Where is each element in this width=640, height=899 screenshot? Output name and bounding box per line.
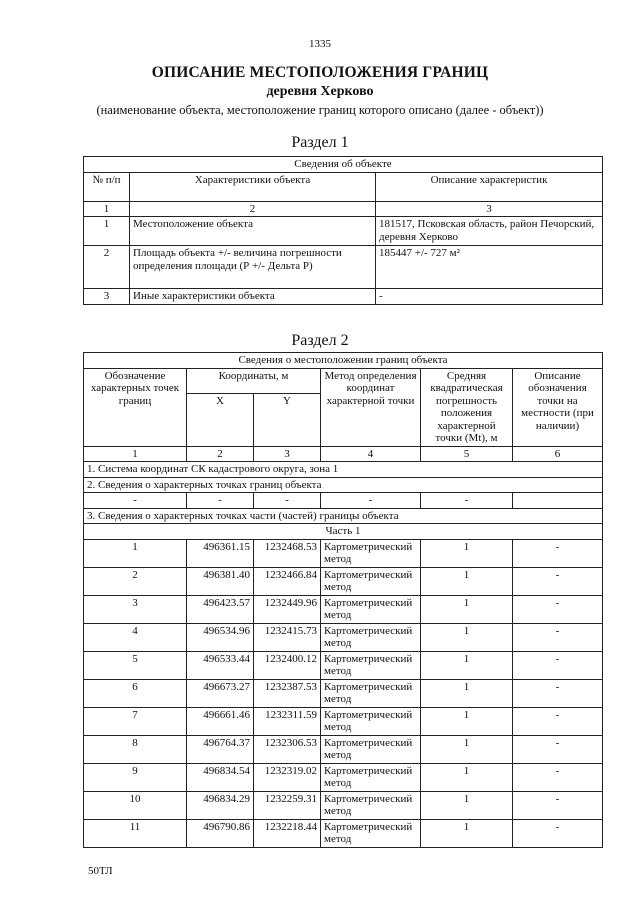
characteristic-value: -	[376, 289, 603, 305]
table-row	[84, 819, 603, 847]
point-description: -	[513, 539, 603, 567]
col-number: 3	[376, 201, 603, 217]
coord-x: 496533.44	[187, 651, 254, 679]
coord-y: 1232259.31	[254, 791, 321, 819]
accuracy-value: 1	[421, 819, 513, 847]
coord-x: 496423.57	[187, 595, 254, 623]
point-number: 6	[84, 679, 187, 707]
coordinate-system-line: 1. Система координат СК кадастрового округа, зона 1	[84, 462, 603, 478]
point-description: -	[513, 679, 603, 707]
empty-cell: -	[187, 493, 254, 509]
header-coordinates: Координаты, м	[187, 368, 321, 393]
empty-cell	[513, 493, 603, 509]
parts-section-line: 3. Сведения о характерных точках части (частей) границы объекта	[84, 508, 603, 524]
point-number: 1	[84, 539, 187, 567]
method-value: Картометрический метод	[321, 707, 421, 735]
boundary-points-table	[83, 352, 603, 848]
point-number: 9	[84, 763, 187, 791]
header-accuracy: Средняя квадратическая погрешность положения характерной точки (Mt), м	[421, 368, 513, 446]
coord-x: 496534.96	[187, 623, 254, 651]
document-caption: (наименование объекта, местоположение границ которого описано (далее - объект))	[96, 103, 544, 117]
point-description: -	[513, 651, 603, 679]
accuracy-value: 1	[421, 623, 513, 651]
characteristic-value: 181517, Псковская область, район Печорский, деревня Херково	[376, 217, 603, 246]
col-number: 1	[84, 201, 130, 217]
point-number: 5	[84, 651, 187, 679]
point-number: 7	[84, 707, 187, 735]
table-row	[84, 651, 603, 679]
part-label: Часть 1	[84, 524, 603, 540]
empty-cell: -	[321, 493, 421, 509]
coord-y: 1232468.53	[254, 539, 321, 567]
coord-x: 496790.86	[187, 819, 254, 847]
table-row	[84, 595, 603, 623]
accuracy-value: 1	[421, 595, 513, 623]
object-info-table	[83, 156, 603, 305]
accuracy-value: 1	[421, 567, 513, 595]
coord-x: 496834.54	[187, 763, 254, 791]
method-value: Картометрический метод	[321, 763, 421, 791]
accuracy-value: 1	[421, 679, 513, 707]
accuracy-value: 1	[421, 707, 513, 735]
header-number: № п/п	[84, 172, 130, 201]
accuracy-value: 1	[421, 791, 513, 819]
method-value: Картометрический метод	[321, 651, 421, 679]
method-value: Картометрический метод	[321, 819, 421, 847]
coord-y: 1232319.02	[254, 763, 321, 791]
coord-y: 1232311.59	[254, 707, 321, 735]
document-subtitle: деревня Херково	[266, 84, 374, 99]
col-number: 4	[321, 446, 421, 462]
point-description: -	[513, 595, 603, 623]
coord-y: 1232218.44	[254, 819, 321, 847]
col-number: 2	[130, 201, 376, 217]
empty-cell: -	[421, 493, 513, 509]
coord-y: 1232306.53	[254, 735, 321, 763]
header-description: Описание характеристик	[376, 172, 603, 201]
table-1-title: Сведения об объекте	[84, 157, 603, 173]
row-number: 1	[84, 217, 130, 246]
coord-x: 496361.15	[187, 539, 254, 567]
section-1-title: Раздел 1	[291, 134, 349, 151]
table-row	[84, 679, 603, 707]
point-description: -	[513, 707, 603, 735]
method-value: Картометрический метод	[321, 595, 421, 623]
header-y: Y	[254, 393, 321, 446]
coord-y: 1232387.53	[254, 679, 321, 707]
col-number: 1	[84, 446, 187, 462]
accuracy-value: 1	[421, 735, 513, 763]
point-description: -	[513, 791, 603, 819]
method-value: Картометрический метод	[321, 539, 421, 567]
point-number: 4	[84, 623, 187, 651]
point-description: -	[513, 735, 603, 763]
col-number: 6	[513, 446, 603, 462]
coord-y: 1232400.12	[254, 651, 321, 679]
table-row	[84, 623, 603, 651]
accuracy-value: 1	[421, 763, 513, 791]
point-number: 11	[84, 819, 187, 847]
table-row	[84, 763, 603, 791]
footer-code: 50ТЛ	[88, 865, 113, 877]
characteristic-name: Местоположение объекта	[130, 217, 376, 246]
col-number: 3	[254, 446, 321, 462]
coord-y: 1232415.73	[254, 623, 321, 651]
point-number: 8	[84, 735, 187, 763]
col-number: 2	[187, 446, 254, 462]
empty-cell: -	[254, 493, 321, 509]
method-value: Картометрический метод	[321, 567, 421, 595]
row-number: 2	[84, 246, 130, 289]
coord-y: 1232449.96	[254, 595, 321, 623]
table-row	[84, 707, 603, 735]
coord-x: 496834.29	[187, 791, 254, 819]
table-2-title: Сведения о местоположении границ объекта	[84, 353, 603, 369]
header-method: Метод определения координат характерной точки	[321, 368, 421, 446]
method-value: Картометрический метод	[321, 623, 421, 651]
characteristic-name: Площадь объекта +/- величина погрешности определения площади (Р +/- Дельта Р)	[130, 246, 376, 289]
method-value: Картометрический метод	[321, 735, 421, 763]
table-row	[84, 735, 603, 763]
points-section-line: 2. Сведения о характерных точках границ объекта	[84, 477, 603, 493]
header-point-label: Обозначение характерных точек границ	[84, 368, 187, 446]
table-row	[84, 567, 603, 595]
method-value: Картометрический метод	[321, 791, 421, 819]
point-description: -	[513, 567, 603, 595]
document-title: ОПИСАНИЕ МЕСТОПОЛОЖЕНИЯ ГРАНИЦ	[151, 64, 489, 81]
empty-cell: -	[84, 493, 187, 509]
point-description: -	[513, 623, 603, 651]
page-number: 1335	[309, 38, 331, 50]
coord-y: 1232466.84	[254, 567, 321, 595]
row-number: 3	[84, 289, 130, 305]
header-description: Описание обозначения точки на местности (при наличии)	[513, 368, 603, 446]
point-rows	[84, 539, 603, 847]
characteristic-name: Иные характеристики объекта	[130, 289, 376, 305]
point-description: -	[513, 763, 603, 791]
accuracy-value: 1	[421, 539, 513, 567]
section-2-title: Раздел 2	[291, 332, 349, 349]
coord-x: 496673.27	[187, 679, 254, 707]
header-characteristic: Характеристики объекта	[130, 172, 376, 201]
coord-x: 496661.46	[187, 707, 254, 735]
method-value: Картометрический метод	[321, 679, 421, 707]
coord-x: 496381.40	[187, 567, 254, 595]
coord-x: 496764.37	[187, 735, 254, 763]
point-number: 10	[84, 791, 187, 819]
point-number: 3	[84, 595, 187, 623]
header-x: X	[187, 393, 254, 446]
point-number: 2	[84, 567, 187, 595]
table-row	[84, 539, 603, 567]
table-row	[84, 791, 603, 819]
accuracy-value: 1	[421, 651, 513, 679]
point-description: -	[513, 819, 603, 847]
characteristic-value: 185447 +/- 727 м²	[376, 246, 603, 289]
col-number: 5	[421, 446, 513, 462]
